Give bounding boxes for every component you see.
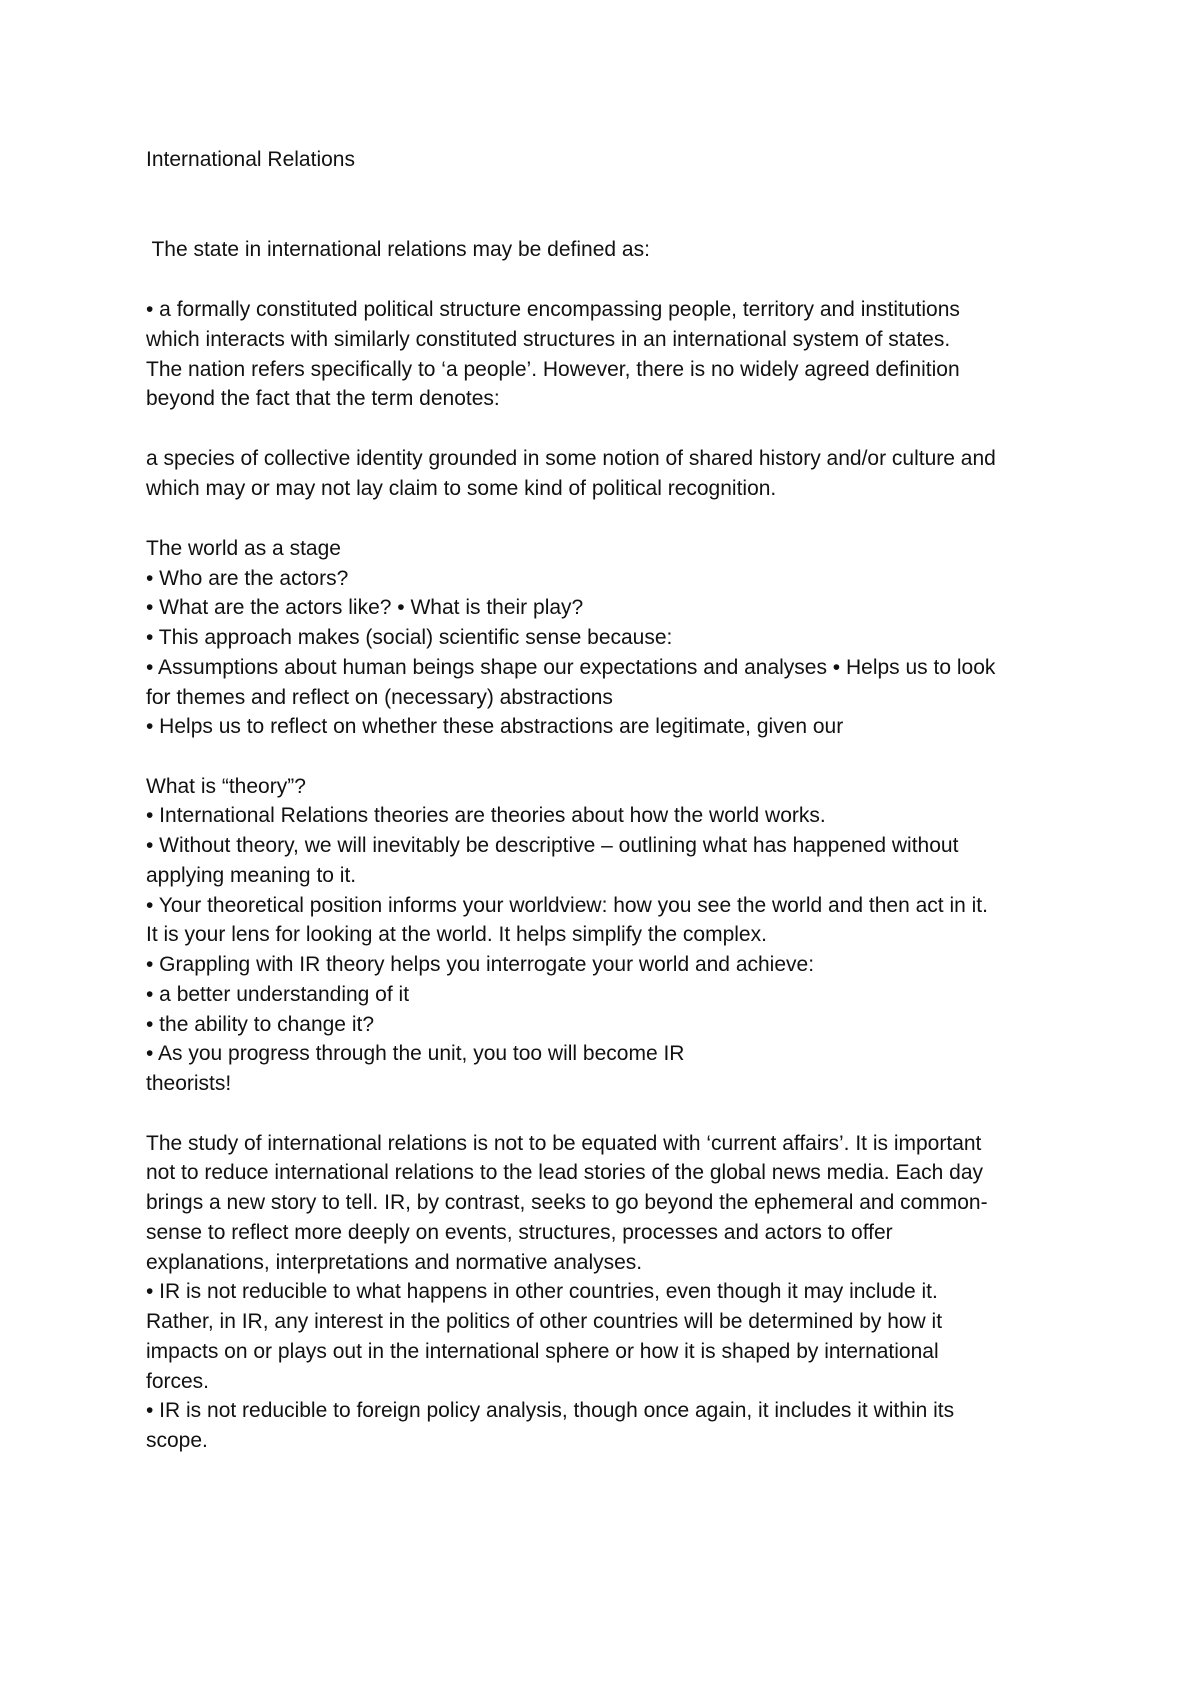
text-line: • Who are the actors?: [146, 567, 349, 590]
text-line: • What are the actors like? • What is their play?: [146, 596, 584, 619]
text-line: • Grappling with IR theory helps you interrogate your world and achieve:: [146, 953, 815, 976]
text-line: forces.: [146, 1370, 210, 1393]
text-line: a species of collective identity grounded in some notion of shared history and/or culture and: [146, 447, 996, 470]
text-line: The nation refers specifically to ‘a people’. However, there is no widely agreed definition: [146, 358, 960, 381]
text-line: beyond the fact that the term denotes:: [146, 387, 500, 410]
text-line: • This approach makes (social) scientific sense because:: [146, 626, 673, 649]
text-line: applying meaning to it.: [146, 864, 357, 887]
text-line: • IR is not reducible to what happens in other countries, even though it may include it.: [146, 1280, 938, 1303]
text-line: brings a new story to tell. IR, by contrast, seeks to go beyond the ephemeral and common-: [146, 1191, 988, 1214]
text-line: theorists!: [146, 1072, 232, 1095]
text-line: It is your lens for looking at the world. It helps simplify the complex.: [146, 923, 767, 946]
text-line: which may or may not lay claim to some kind of political recognition.: [146, 477, 777, 500]
text-line: impacts on or plays out in the international sphere or how it is shaped by international: [146, 1340, 939, 1363]
text-line: which interacts with similarly constituted structures in an international system of states.: [146, 328, 951, 351]
text-line: not to reduce international relations to the lead stories of the global news media. Each day: [146, 1161, 984, 1184]
text-line: • a formally constituted political structure encompassing people, territory and institutions: [146, 298, 960, 321]
text-line: scope.: [146, 1429, 208, 1452]
text-line: • the ability to change it?: [146, 1013, 374, 1036]
text-line: sense to reflect more deeply on events, structures, processes and actors to offer: [146, 1221, 893, 1244]
text-line: for themes and reflect on (necessary) abstractions: [146, 686, 613, 709]
text-line: The study of international relations is not to be equated with ‘current affairs’. It is important: [146, 1132, 982, 1155]
text-line: • Your theoretical position informs your worldview: how you see the world and then act in it.: [146, 894, 988, 917]
document-title: International Relations: [146, 148, 355, 171]
text-line: Rather, in IR, any interest in the politics of other countries will be determined by how it: [146, 1310, 943, 1333]
text-line: • Helps us to reflect on whether these abstractions are legitimate, given our: [146, 715, 844, 738]
text-line: explanations, interpretations and normative analyses.: [146, 1251, 643, 1274]
text-line: • As you progress through the unit, you too will become IR: [146, 1042, 685, 1065]
text-line: • Without theory, we will inevitably be descriptive – outlining what has happened without: [146, 834, 959, 857]
section-heading: What is “theory”?: [146, 775, 306, 798]
text-line: • Assumptions about human beings shape our expectations and analyses • Helps us to look: [146, 656, 996, 679]
text-line: • IR is not reducible to foreign policy analysis, though once again, it includes it within its: [146, 1399, 955, 1422]
text-line: • International Relations theories are theories about how the world works.: [146, 804, 826, 827]
text-line: • a better understanding of it: [146, 983, 410, 1006]
section-heading: The world as a stage: [146, 537, 341, 560]
text-line: The state in international relations may be defined as:: [146, 238, 650, 261]
